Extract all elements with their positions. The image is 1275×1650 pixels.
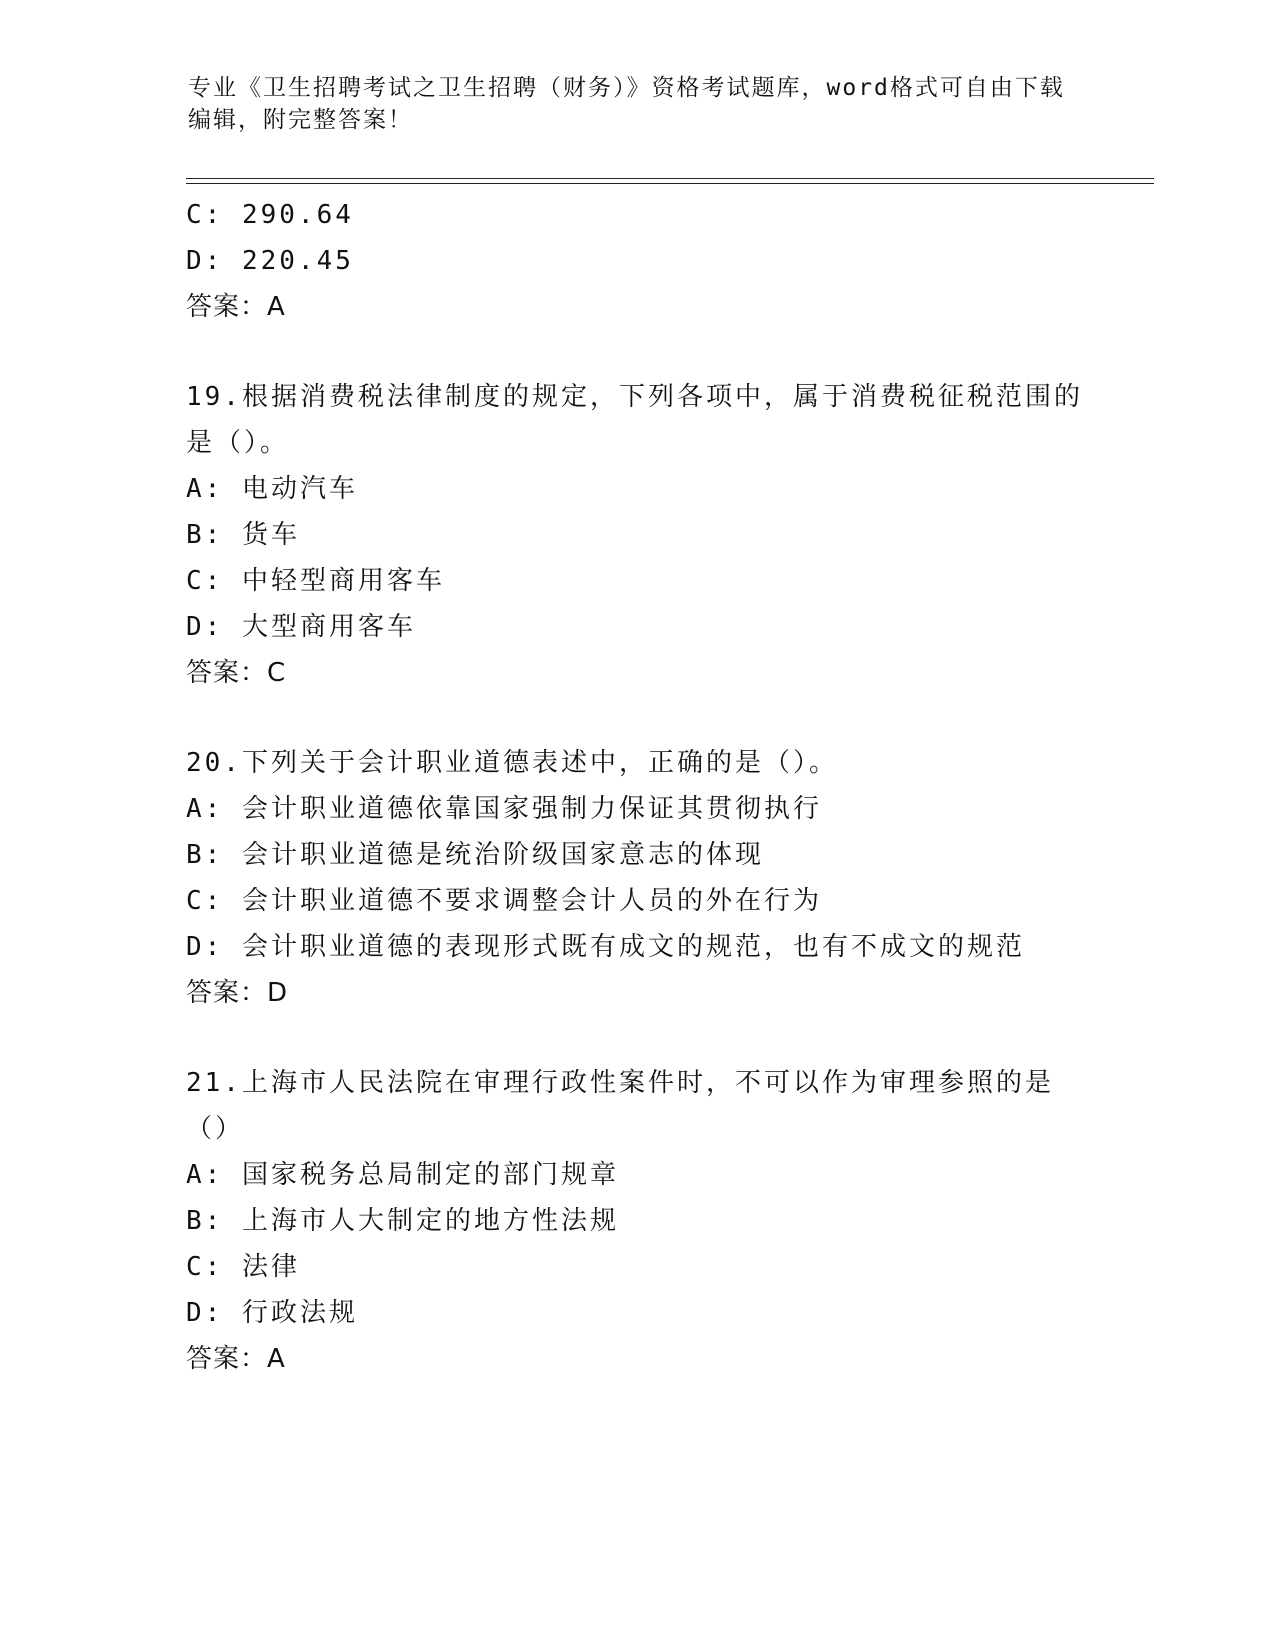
option-d: D: 行政法规 [186, 1298, 358, 1328]
header-divider [186, 178, 1154, 184]
option-d: D: 会计职业道德的表现形式既有成文的规范，也有不成文的规范 [186, 932, 1025, 962]
question-stem: 21.上海市人民法院在审理行政性案件时，不可以作为审理参照的是（） [186, 1068, 1054, 1144]
option-b: B: 上海市人大制定的地方性法规 [186, 1206, 619, 1236]
option-c: C: 中轻型商用客车 [186, 566, 445, 596]
question-20 [186, 740, 1086, 1016]
option-d: D: 大型商用客车 [186, 612, 416, 642]
question-stem: 19.根据消费税法律制度的规定，下列各项中，属于消费税征税范围的是（）。 [186, 382, 1083, 458]
question-19 [186, 374, 1086, 696]
option-a: A: 会计职业道德依靠国家强制力保证其贯彻执行 [186, 794, 822, 824]
prev-question-tail [186, 192, 1086, 330]
answer-line: 答案：A [186, 292, 286, 322]
question-stem: 20.下列关于会计职业道德表述中，正确的是（）。 [186, 748, 838, 778]
answer-line: 答案：A [186, 1344, 286, 1374]
option-b: B: 会计职业道德是统治阶级国家意志的体现 [186, 840, 764, 870]
option-a: A: 电动汽车 [186, 474, 358, 504]
option-c: C: 会计职业道德不要求调整会计人员的外在行为 [186, 886, 822, 916]
page-header: 专业《卫生招聘考试之卫生招聘（财务）》资格考试题库，word格式可自由下载编辑，附完整答案！ [188, 75, 1065, 133]
document-body [186, 192, 1086, 1382]
option-d: D: 220.45 [186, 246, 354, 276]
answer-line: 答案：C [186, 658, 287, 688]
answer-line: 答案：D [186, 978, 289, 1008]
option-c: C: 法律 [186, 1252, 300, 1282]
question-21 [186, 1060, 1086, 1382]
option-b: B: 货车 [186, 520, 300, 550]
option-a: A: 国家税务总局制定的部门规章 [186, 1160, 619, 1190]
option-c: C: 290.64 [186, 200, 354, 230]
